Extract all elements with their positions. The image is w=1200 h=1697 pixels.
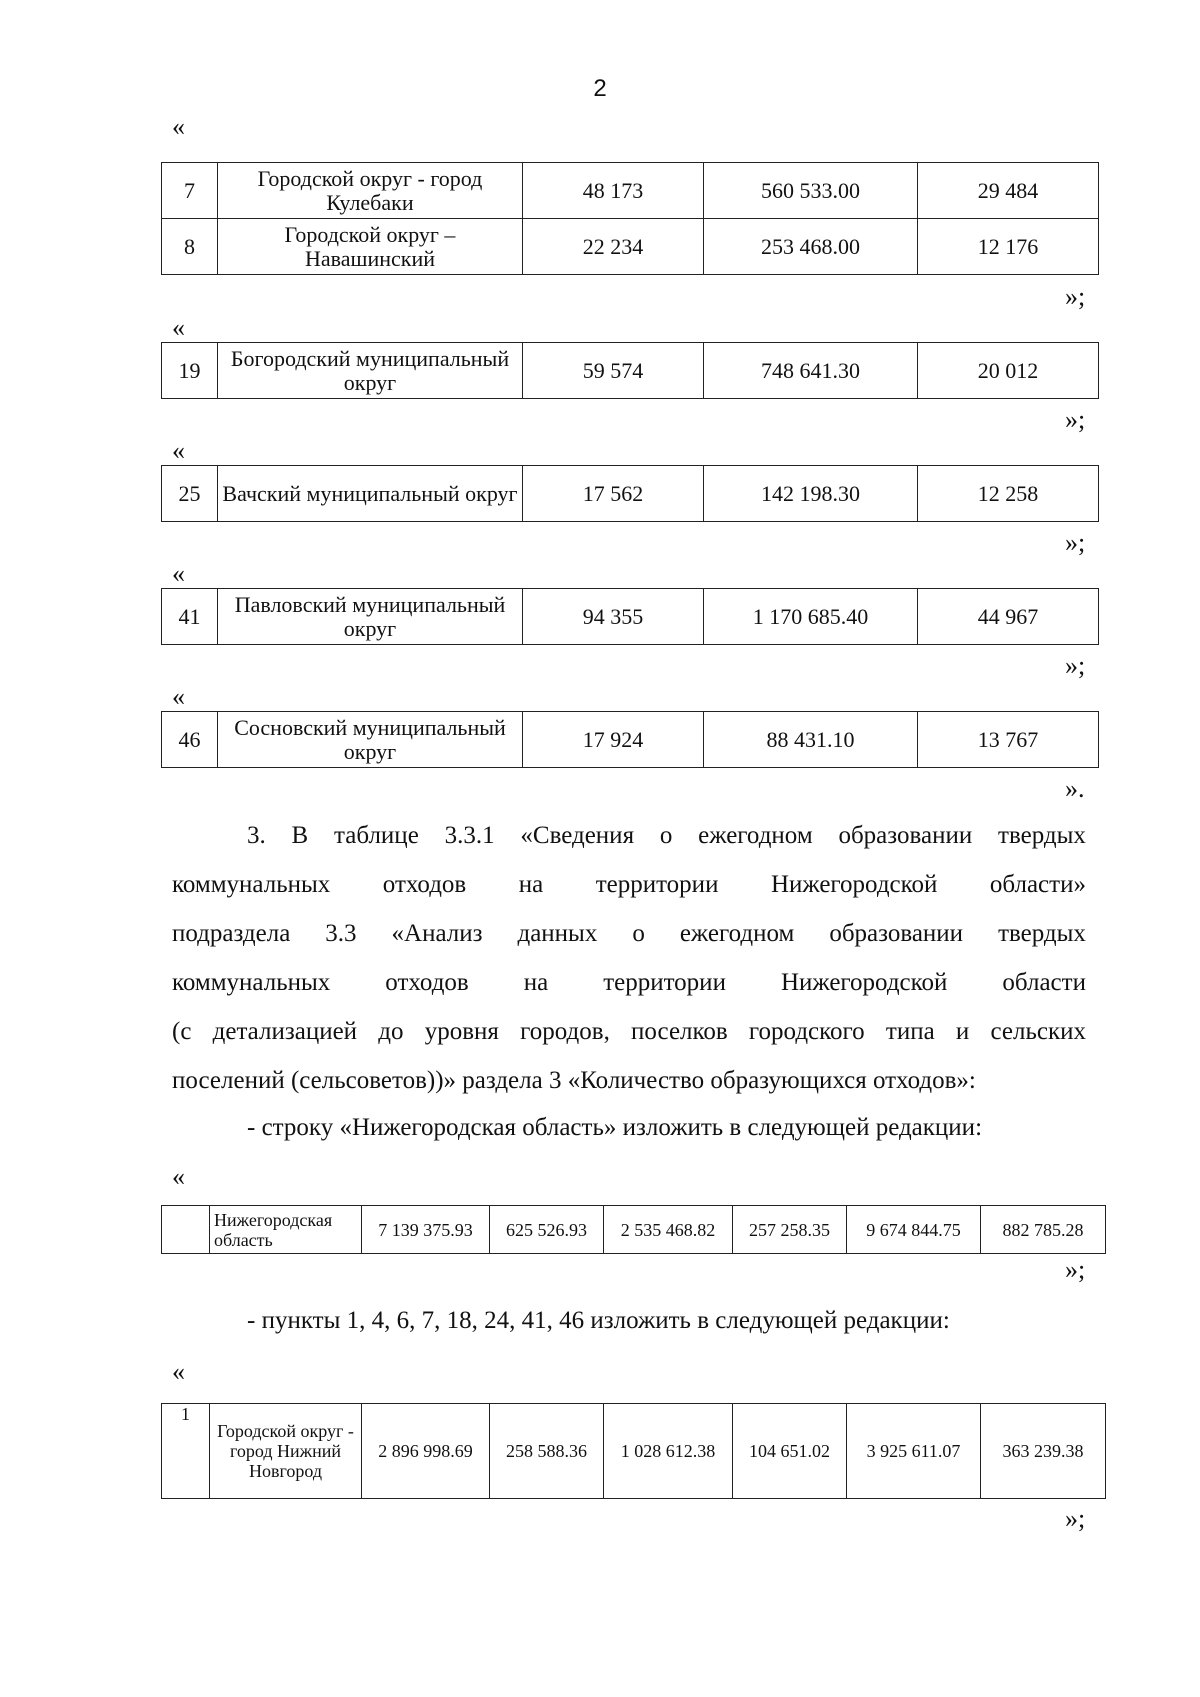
word: (с [172, 1018, 192, 1045]
cell-value: 258 588.36 [490, 1404, 604, 1499]
municipality-name: Богородский муниципальный округ [218, 343, 523, 399]
word: отходов [385, 969, 469, 996]
open-quote: « [172, 112, 185, 141]
cell-value: 12 176 [918, 219, 1099, 275]
cell-value: 9 674 844.75 [847, 1206, 981, 1254]
word: на [518, 871, 544, 898]
cell-value: 29 484 [918, 163, 1099, 219]
table-block-3 [161, 465, 1099, 522]
table-row [162, 1404, 1106, 1499]
paragraph-line [172, 909, 1086, 958]
cell-value: 88 431.10 [704, 712, 918, 768]
table-block-4 [161, 588, 1099, 645]
paragraph-line [172, 811, 1086, 860]
word: твердых [998, 920, 1086, 947]
table-row [162, 163, 1099, 219]
word: 3.3.1 [444, 822, 495, 849]
municipality-name: Вачский муниципальный округ [218, 466, 523, 522]
cell-value: 12 258 [918, 466, 1099, 522]
line-text: поселений (сельсоветов))» раздела 3 «Количество образующихся отходов»: [172, 1067, 976, 1094]
cell-value: 94 355 [523, 589, 704, 645]
cell-value: 20 012 [918, 343, 1099, 399]
cell-value: 3 925 611.07 [847, 1404, 981, 1499]
row-number: 8 [162, 219, 218, 275]
close-quote: »; [1065, 405, 1086, 434]
cell-value: 22 234 [523, 219, 704, 275]
word: детализацией [212, 1018, 358, 1045]
cell-value: 2 896 998.69 [362, 1404, 490, 1499]
open-quote: « [172, 436, 185, 465]
cell-value: 363 239.38 [981, 1404, 1106, 1499]
word: территории [603, 969, 726, 996]
word: В [291, 822, 309, 849]
cell-value: 59 574 [523, 343, 704, 399]
table-block-5 [161, 711, 1099, 768]
municipality-name: Городской округ - город Кулебаки [218, 163, 523, 219]
word: городского [748, 1018, 865, 1045]
open-quote: « [172, 559, 185, 588]
word: отходов [382, 871, 467, 898]
paragraph-line [172, 958, 1086, 1007]
table-item-1 [161, 1403, 1106, 1499]
word: области» [989, 871, 1086, 898]
cell-value: 13 767 [918, 712, 1099, 768]
row-number: 25 [162, 466, 218, 522]
word: твердых [998, 822, 1086, 849]
word: таблице [334, 822, 419, 849]
row-number: 41 [162, 589, 218, 645]
cell-value: 142 198.30 [704, 466, 918, 522]
cell-value: 257 258.35 [733, 1206, 847, 1254]
word: о [659, 822, 673, 849]
table-row [162, 589, 1099, 645]
word: образовании [838, 822, 973, 849]
table-region-row [161, 1205, 1106, 1254]
word: данных [517, 920, 598, 947]
open-quote: « [172, 682, 185, 711]
municipality-name: Павловский муниципальный округ [218, 589, 523, 645]
word: уровня [424, 1018, 499, 1045]
cell-value: 748 641.30 [704, 343, 918, 399]
cell-value: 560 533.00 [704, 163, 918, 219]
page-number: 2 [593, 75, 607, 102]
word: области [1002, 969, 1086, 996]
word: ежегодном [698, 822, 813, 849]
row-number: 19 [162, 343, 218, 399]
table-row [162, 343, 1099, 399]
paragraph-line [172, 860, 1086, 909]
paragraph-line [172, 1007, 1086, 1056]
region-name: Нижегородская область [210, 1206, 362, 1254]
word: до [378, 1018, 404, 1045]
word: городов, [520, 1018, 610, 1045]
cell-value: 1 170 685.40 [704, 589, 918, 645]
table-row [162, 712, 1099, 768]
cell-value: 104 651.02 [733, 1404, 847, 1499]
word: территории [595, 871, 719, 898]
cell-value: 625 526.93 [490, 1206, 604, 1254]
word: коммунальных [172, 969, 331, 996]
word: 3.3 [325, 920, 357, 947]
word: 3. [247, 822, 266, 849]
word: типа [885, 1018, 935, 1045]
cell-value: 1 028 612.38 [604, 1404, 733, 1499]
close-quote: »; [1065, 1504, 1086, 1533]
instruction-line-2: - пункты 1, 4, 6, 7, 18, 24, 41, 46 изложить в следующей редакции: [247, 1307, 950, 1334]
instruction-line-1: - строку «Нижегородская область» изложить в следующей редакции: [247, 1114, 983, 1141]
cell-value: 17 562 [523, 466, 704, 522]
cell-value: 2 535 468.82 [604, 1206, 733, 1254]
open-quote: « [172, 1357, 185, 1386]
close-quote: »; [1065, 651, 1086, 680]
word: образовании [829, 920, 964, 947]
row-number [162, 1206, 210, 1254]
word: Нижегородской [770, 871, 938, 898]
word: коммунальных [172, 871, 331, 898]
row-number: 1 [162, 1404, 210, 1499]
municipality-name: Сосновский муниципальный округ [218, 712, 523, 768]
word: сельских [990, 1018, 1086, 1045]
word: и [955, 1018, 970, 1045]
row-number: 46 [162, 712, 218, 768]
municipality-name: Городской округ – Навашинский [218, 219, 523, 275]
close-quote: »; [1065, 528, 1086, 557]
table-block-1 [161, 162, 1099, 275]
word: «Сведения [520, 822, 635, 849]
close-quote-final: ». [1065, 774, 1085, 803]
row-number: 7 [162, 163, 218, 219]
cell-value: 7 139 375.93 [362, 1206, 490, 1254]
cell-value: 44 967 [918, 589, 1099, 645]
word: на [523, 969, 549, 996]
paragraph [172, 811, 1086, 1105]
close-quote: »; [1065, 282, 1086, 311]
open-quote: « [172, 1162, 185, 1191]
cell-value: 17 924 [523, 712, 704, 768]
table-row [162, 1206, 1106, 1254]
close-quote: »; [1065, 1255, 1086, 1284]
table-block-2 [161, 342, 1099, 399]
word: «Анализ [391, 920, 483, 947]
word: поселков [631, 1018, 728, 1045]
paragraph-line [172, 1056, 1086, 1105]
word: ежегодном [679, 920, 795, 947]
cell-value: 882 785.28 [981, 1206, 1106, 1254]
municipality-name: Городской округ - город Нижний Новгород [210, 1404, 362, 1499]
table-row [162, 219, 1099, 275]
word: о [632, 920, 645, 947]
table-row [162, 466, 1099, 522]
word: подраздела [172, 920, 291, 947]
cell-value: 253 468.00 [704, 219, 918, 275]
open-quote: « [172, 313, 185, 342]
word: Нижегородской [780, 969, 948, 996]
cell-value: 48 173 [523, 163, 704, 219]
